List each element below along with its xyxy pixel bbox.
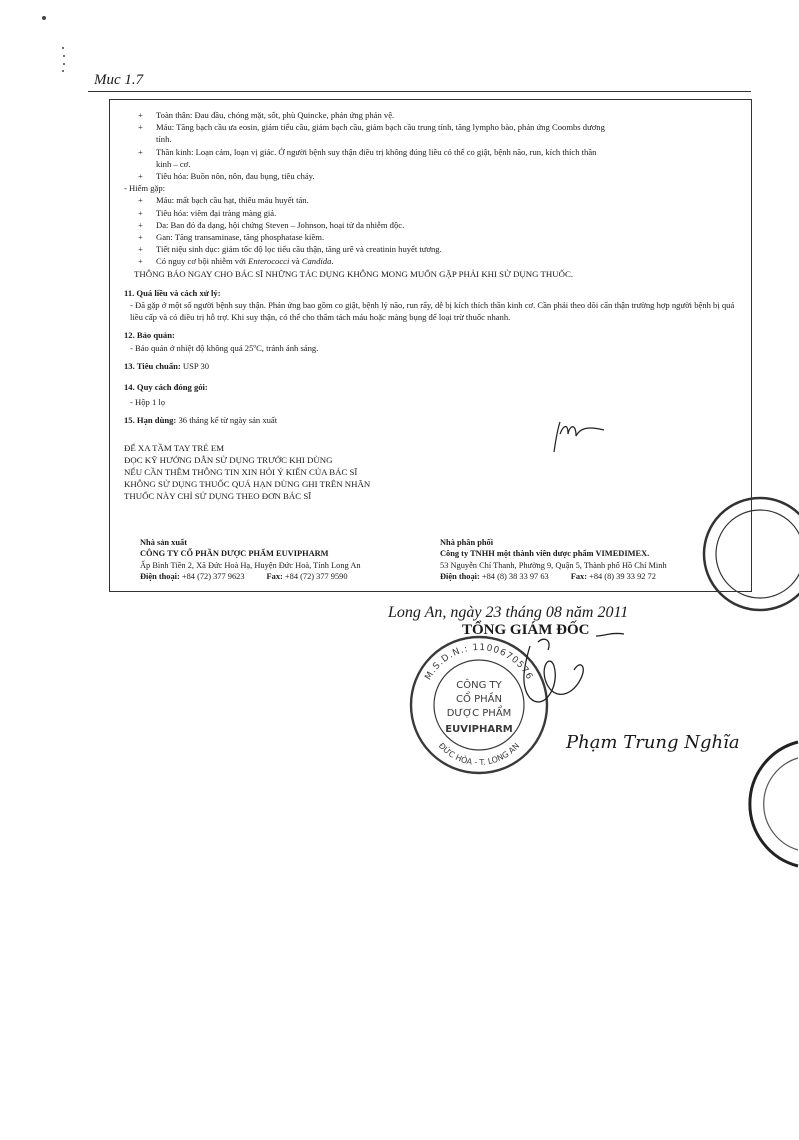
signer-title: TỔNG GIÁM ĐỐC	[462, 622, 590, 638]
distributor-block	[440, 537, 667, 583]
partial-stamp-right	[690, 492, 799, 620]
manufacturer-label: Nhà sản xuất	[140, 538, 188, 547]
distributor-address: 53 Nguyễn Chí Thanh, Phường 9, Quận 5, Thành phố Hồ Chí Minh	[440, 560, 667, 570]
rare-line: + Gan: Tăng transaminase, tăng phosphatase kiềm.	[138, 232, 325, 243]
place-date: Long An, ngày 23 tháng 08 năm 2011	[388, 604, 629, 621]
rare-line: + Da: Ban đỏ đa dạng, hội chứng Steven – Johnson, hoại tử da nhiễm độc.	[138, 219, 405, 230]
svg-text:ĐỨC HÒA - T. LONG AN	[437, 741, 521, 767]
header-rule	[88, 91, 751, 92]
warning-line: KHÔNG SỬ DỤNG THUỐC QUÁ HẠN DÙNG GHI TRÊN NHÃN	[124, 479, 371, 490]
side-effect-line: + Thần kinh: Loạn cảm, loạn vị giác. Ở người bệnh suy thận điều trị không đúng liều có thể co giật, bệnh não, run, kích thích thần	[138, 146, 597, 157]
warning-line: ĐỌC KỸ HƯỚNG DẪN SỬ DỤNG TRƯỚC KHI DÙNG	[124, 454, 333, 465]
stamp-line-2: CỔ PHẦN	[456, 694, 502, 705]
stamp-line-1: CÔNG TY	[456, 680, 502, 691]
manufacturer-block	[140, 537, 361, 583]
storage-text: - Bảo quản ở nhiệt độ không quá 25ºC, tránh ánh sáng.	[130, 342, 319, 353]
superinfection-line: + Có nguy cơ bội nhiễm với Enterococci và Candida.	[138, 256, 334, 267]
overdose-text: - Đã gặp ở một số người bệnh suy thận. Phản ứng bao gồm co giật, bệnh lý não, run rẩy, dễ bị kích thích thần kinh cơ. Cần phải theo dõi cẩn thận trường hợp người bệnh bị quá liều cấp và có điều trị hỗ trợ. Khi suy thận, có thể cho thẩm tách máu hoặc màng bụng để loại trừ thuốc nhanh.	[130, 300, 735, 323]
manufacturer-name: CÔNG TY CỔ PHẦN DƯỢC PHẨM EUVIPHARM	[140, 549, 329, 559]
rare-line: + Tiết niệu sinh dục: giảm tốc độ lọc tiểu cầu thận, tăng urê và creatinin huyết tương.	[138, 244, 442, 255]
scan-speck	[62, 70, 64, 72]
side-effect-line: + Toàn thân: Đau đầu, chóng mặt, sốt, phù Quincke, phản ứng phản vệ.	[138, 110, 395, 120]
scan-speck	[63, 63, 65, 65]
warning-line: THUỐC NÀY CHỈ SỬ DỤNG THEO ĐƠN BÁC SĨ	[124, 491, 312, 502]
scan-speck	[62, 47, 64, 49]
rare-line: + Tiêu hóa: viêm đại tràng màng giả.	[138, 207, 277, 218]
warning-line: NẾU CẦN THÊM THÔNG TIN XIN HỎI Ý KIẾN CỦA BÁC SĨ	[124, 467, 358, 478]
stamp-ring-top: M.S.D.N.: 1100670576	[423, 642, 535, 683]
scan-speck	[42, 16, 46, 20]
distributor-name: Công ty TNHH một thành viên dược phẩm VIMEDIMEX.	[440, 549, 650, 559]
initials-scribble	[548, 416, 608, 458]
notice-line: THÔNG BÁO NGAY CHO BÁC SĨ NHỮNG TÁC DỤNG KHÔNG MONG MUỐN GẶP PHẢI KHI SỬ DỤNG THUỐC.	[134, 268, 574, 279]
shelf-life-line: 15. Hạn dùng: 36 tháng kể từ ngày sản xuất	[124, 415, 278, 426]
manufacturer-contact: Điện thoại: +84 (72) 377 9623 Fax: +84 (72) 377 9590	[140, 572, 348, 582]
section-label: Muc 1.7	[94, 72, 144, 88]
signer-name: Phạm Trung Nghĩa	[566, 732, 740, 753]
stamp-line-3: DƯỢC PHẨM	[446, 708, 512, 719]
scan-speck	[63, 55, 65, 57]
side-effect-line: tính.	[156, 134, 172, 145]
stamp-line-4: EUVIPHARM	[445, 724, 513, 735]
storage-heading: 12. Bảo quản:	[124, 330, 175, 341]
rare-line: + Máu: mất bạch cầu hạt, thiếu máu huyết tán.	[138, 195, 309, 206]
packaging-heading: 14. Quy cách đóng gói:	[124, 382, 208, 393]
rare-heading: - Hiếm gặp:	[124, 183, 166, 194]
standard-line: 13. Tiêu chuẩn: USP 30	[124, 360, 210, 371]
stamp-ring-bottom: ĐỨC HÒA - T. LONG AN	[436, 741, 522, 768]
handwritten-signature	[500, 626, 640, 730]
side-effect-line: + Tiêu hóa: Buồn nôn, nôn, đau bụng, tiêu chảy.	[138, 171, 315, 182]
document-body	[124, 109, 741, 503]
distributor-label: Nhà phân phối	[440, 538, 494, 547]
side-effect-line: + Máu: Tăng bạch cầu ưa eosin, giảm tiểu cầu, giảm bạch cầu, giảm bạch cầu trung tính, tăng lympho bào, phản ứng Coombs dương	[138, 122, 605, 133]
overdose-heading: 11. Quá liều và cách xử lý:	[124, 287, 221, 298]
manufacturer-address: Ấp Bình Tiền 2, Xã Đức Hoà Hạ, Huyện Đức Hoà, Tỉnh Long An	[140, 560, 361, 570]
partial-stamp-margin	[728, 738, 799, 870]
side-effect-line: kinh – cơ.	[156, 158, 191, 169]
document-frame	[109, 99, 752, 592]
packaging-text: - Hộp 1 lọ	[130, 397, 166, 408]
distributor-contact: Điện thoại: +84 (8) 38 33 97 63 Fax: +84 (8) 39 33 92 72	[440, 572, 656, 582]
warning-line: ĐỂ XA TẦM TAY TRẺ EM	[124, 442, 225, 453]
